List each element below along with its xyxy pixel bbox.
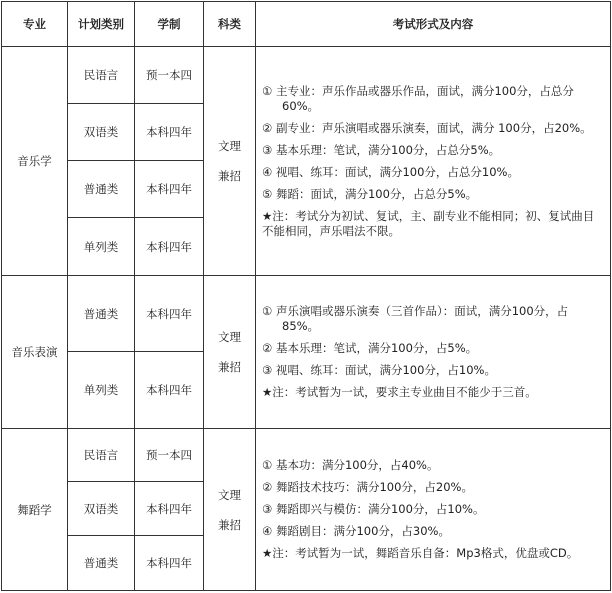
major-cell: 音乐表演 <box>2 276 68 429</box>
duration-cell: 本科四年 <box>135 536 204 591</box>
header-subject: 科类 <box>204 2 256 47</box>
plan-type-cell: 普通类 <box>68 161 135 218</box>
exam-note: ★注：考试暂为一试，要求主专业曲目不能少于三首。 <box>262 385 537 399</box>
subject-line: 兼招 <box>218 517 241 532</box>
table-row <box>2 47 611 104</box>
duration-cell: 本科四年 <box>135 276 204 352</box>
plan-type-cell: 单列类 <box>68 352 135 429</box>
exam-content-cell <box>256 429 611 591</box>
duration-cell: 本科四年 <box>135 352 204 429</box>
subject-line: 文理 <box>218 330 241 344</box>
duration-cell: 本科四年 <box>135 218 204 276</box>
plan-type-cell: 民语言 <box>68 429 135 482</box>
header-duration: 学制 <box>135 2 204 47</box>
exam-note: ★注：考试分为初试、复试，主、副专业不能相同；初、复试曲目不能相同，声乐唱法不限。 <box>262 208 595 238</box>
exam-item: ④ 舞蹈剧目：满分100分，占30%。 <box>262 524 450 538</box>
header-plan-type: 计划类别 <box>68 2 135 47</box>
plan-type-cell: 普通类 <box>68 536 135 591</box>
table-row <box>2 276 611 352</box>
header-row <box>2 2 611 47</box>
duration-cell: 本科四年 <box>135 104 204 161</box>
exam-item: ① 声乐演唱或器乐演奏（三首作品）：面试，满分100分，占85%。 <box>262 304 569 333</box>
header-exam-content: 考试形式及内容 <box>256 2 611 47</box>
duration-cell: 预一本四 <box>135 429 204 482</box>
subject-line: 兼招 <box>218 360 241 374</box>
exam-content-cell <box>256 47 611 276</box>
exam-content-cell <box>256 276 611 429</box>
plan-type-cell: 民语言 <box>68 47 135 104</box>
plan-type-cell: 单列类 <box>68 218 135 276</box>
major-cell: 舞蹈学 <box>2 429 68 591</box>
subject-cell <box>204 276 256 429</box>
exam-item: ① 主专业：声乐作品或器乐作品，面试，满分100分，占总分60%。 <box>262 83 574 113</box>
subject-line: 文理 <box>218 487 241 502</box>
subject-line: 兼招 <box>218 169 241 183</box>
exam-item: ④ 视唱、练耳：面试，满分100分，占总分10%。 <box>262 164 519 179</box>
exam-item: ② 基本乐理：笔试，满分100分，占5%。 <box>262 341 478 355</box>
exam-item: ③ 基本乐理：笔试，满分100分，占总分5%。 <box>262 142 501 157</box>
header-major: 专业 <box>2 2 68 47</box>
major-cell: 音乐学 <box>2 47 68 276</box>
table-row <box>2 429 611 482</box>
duration-cell: 预一本四 <box>135 47 204 104</box>
admission-exam-table <box>1 1 611 591</box>
subject-cell <box>204 429 256 591</box>
subject-cell <box>204 47 256 276</box>
subject-line: 文理 <box>218 139 241 153</box>
exam-item: ② 舞蹈技术技巧：满分100分，占20%。 <box>262 480 473 494</box>
exam-item: ② 副专业：声乐演唱或器乐演奏，面试，满分 100分，占20%。 <box>262 120 592 135</box>
exam-item: ⑤ 舞蹈：面试，满分100分，占总分5%。 <box>262 186 478 201</box>
exam-item: ③ 舞蹈即兴与模仿：满分100分，占10%。 <box>262 502 485 516</box>
exam-item: ① 基本功：满分100分，占40%。 <box>262 458 439 472</box>
plan-type-cell: 双语类 <box>68 482 135 536</box>
duration-cell: 本科四年 <box>135 482 204 536</box>
duration-cell: 本科四年 <box>135 161 204 218</box>
exam-item: ③ 视唱、练耳：面试，满分100分，占10%。 <box>262 363 496 377</box>
plan-type-cell: 双语类 <box>68 104 135 161</box>
plan-type-cell: 普通类 <box>68 276 135 352</box>
exam-note: ★注：考试暂为一试，舞蹈音乐自备：Mp3格式，优盘或CD。 <box>262 546 579 560</box>
